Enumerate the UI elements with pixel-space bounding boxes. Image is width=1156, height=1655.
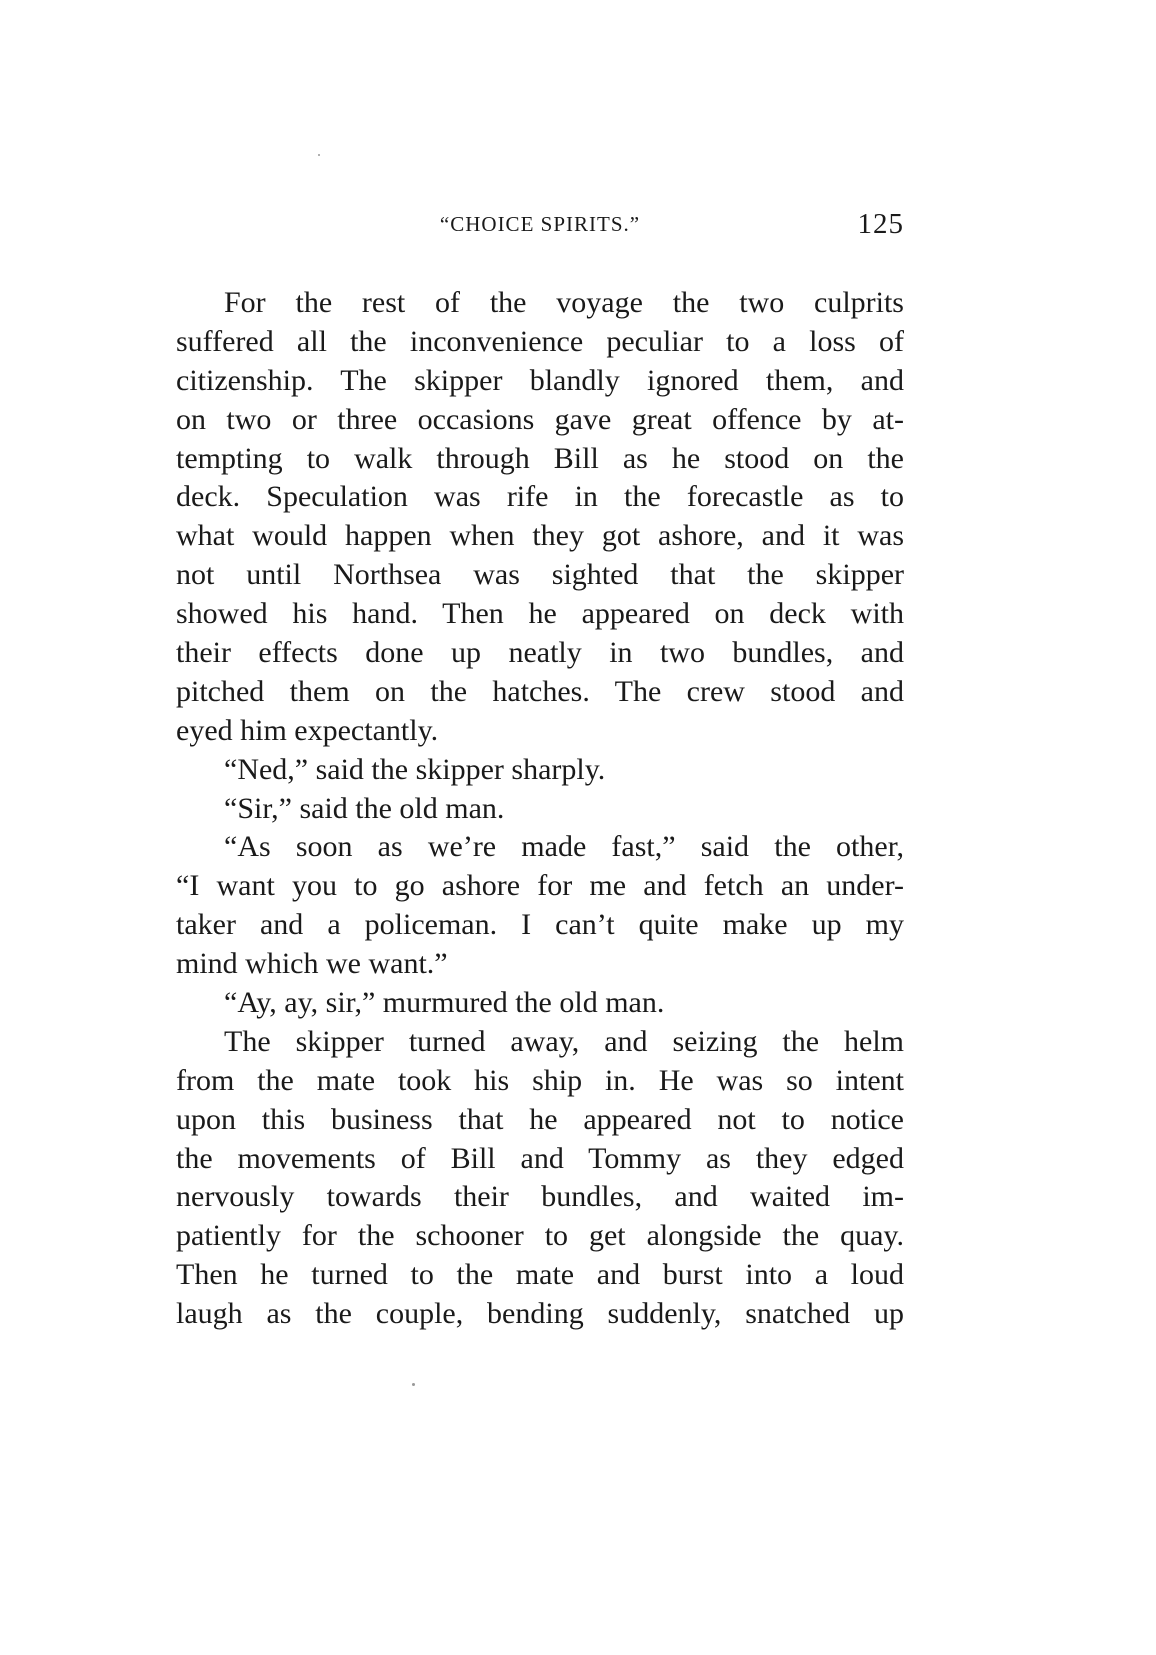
chapter-title: “CHOICE SPIRITS.” [439, 212, 641, 236]
text-line: “Ned,” said the skipper sharply. [224, 752, 606, 786]
text-line: “Ay, ay, sir,” murmured the old man. [224, 986, 665, 1020]
print-speck [318, 154, 320, 156]
body-text [176, 284, 904, 1334]
text-line: pitched them on the hatches. The crew stood and [176, 674, 904, 708]
text-line: deck. Speculation was rife in the forecastle as to [176, 480, 904, 514]
text-line: “Sir,” said the old man. [224, 791, 505, 825]
text-line: citizenship. The skipper blandly ignored them, and [176, 363, 904, 397]
text-line: nervously towards their bundles, and waited im- [176, 1180, 904, 1214]
text-line: what would happen when they got ashore, and it was [176, 519, 904, 553]
text-line: on two or three occasions gave great offence by at- [176, 402, 904, 436]
text-line: showed his hand. Then he appeared on deck with [176, 597, 904, 631]
text-line: their effects done up neatly in two bundles, and [176, 636, 904, 670]
text-line: “I want you to go ashore for me and fetch an under- [176, 869, 904, 903]
text-line: The skipper turned away, and seizing the helm [224, 1024, 904, 1058]
page-number: 125 [857, 208, 904, 240]
running-head [176, 208, 904, 248]
text-line: taker and a policeman. I can’t quite make up my [176, 908, 904, 942]
text-line: “As soon as we’re made fast,” said the other, [224, 830, 904, 864]
text-line: Then he turned to the mate and burst into a loud [176, 1258, 904, 1292]
text-line: tempting to walk through Bill as he stood on the [176, 441, 904, 475]
text-line: upon this business that he appeared not to notice [176, 1102, 904, 1136]
text-line: not until Northsea was sighted that the skipper [176, 558, 904, 592]
text-line: the movements of Bill and Tommy as they edged [176, 1141, 904, 1175]
text-line: patiently for the schooner to get alongside the quay. [176, 1219, 904, 1253]
text-line: eyed him expectantly. [176, 713, 439, 747]
text-line: laugh as the couple, bending suddenly, snatched up [176, 1297, 904, 1331]
text-line: For the rest of the voyage the two culprits [224, 286, 904, 319]
text-line: from the mate took his ship in. He was so intent [176, 1063, 904, 1097]
text-line: mind which we want.” [176, 947, 448, 981]
print-speck [412, 1383, 415, 1386]
text-line: suffered all the inconvenience peculiar to a loss of [176, 324, 904, 358]
